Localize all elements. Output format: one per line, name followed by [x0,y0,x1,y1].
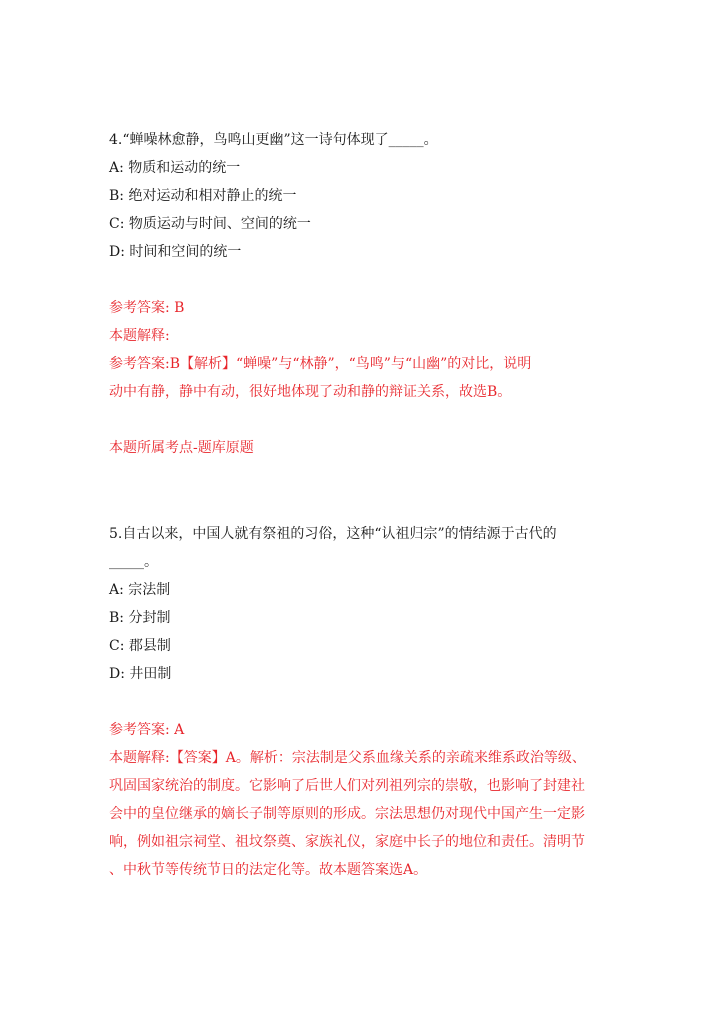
question-5-analysis-line-5: 、中秋节等传统节日的法定化等。故本题答案选A。 [109,862,428,878]
question-4-option-c: C: 物质运动与时间、空间的统一 [109,216,311,232]
question-5-option-c: C: 郡县制 [109,638,171,654]
question-5-analysis-line-3: 会中的皇位继承的嫡长子制等原则的形成。宗法思想仍对现代中国产生一定影 [109,806,585,822]
question-5-option-b: B: 分封制 [109,610,171,626]
question-4-answer: 参考答案: B [109,300,185,316]
question-4-analysis-line-2: 动中有静，静中有动，很好地体现了动和静的辩证关系，故选B。 [109,384,512,400]
question-4-option-b: B: 绝对运动和相对静止的统一 [109,188,297,204]
question-5-option-a: A: 宗法制 [109,582,171,598]
question-5-analysis-line-1: 本题解释:【答案】A。解析：宗法制是父系血缘关系的亲疏来维系政治等级、 [109,750,586,766]
question-5-analysis-line-2: 巩固国家统治的制度。它影响了后世人们对列祖列宗的崇敬，也影响了封建社 [109,778,585,794]
question-4-option-a: A: 物质和运动的统一 [109,160,241,176]
question-4-option-d: D: 时间和空间的统一 [109,244,242,260]
question-4-analysis-line-1: 参考答案:B【解析】“蝉噪”与“林静”，“鸟鸣”与“山幽”的对比，说明 [109,356,532,372]
question-5-analysis-line-4: 响，例如祖宗祠堂、祖坟祭奠、家族礼仪，家庭中长子的地位和责任。清明节 [109,834,585,850]
question-5-stem-line-2: _____。 [109,554,158,570]
question-5-answer: 参考答案: A [109,722,185,738]
question-5-stem-line-1: 5.自古以来，中国人就有祭祖的习俗，这种“认祖归宗”的情结源于古代的 [109,526,557,542]
question-4-stem: 4.“蝉噪林愈静，鸟鸣山更幽”这一诗句体现了_____。 [109,132,438,148]
question-4-analysis-heading: 本题解释: [109,328,170,344]
question-4-source: 本题所属考点-题库原题 [109,440,254,456]
question-5-option-d: D: 井田制 [109,666,172,682]
